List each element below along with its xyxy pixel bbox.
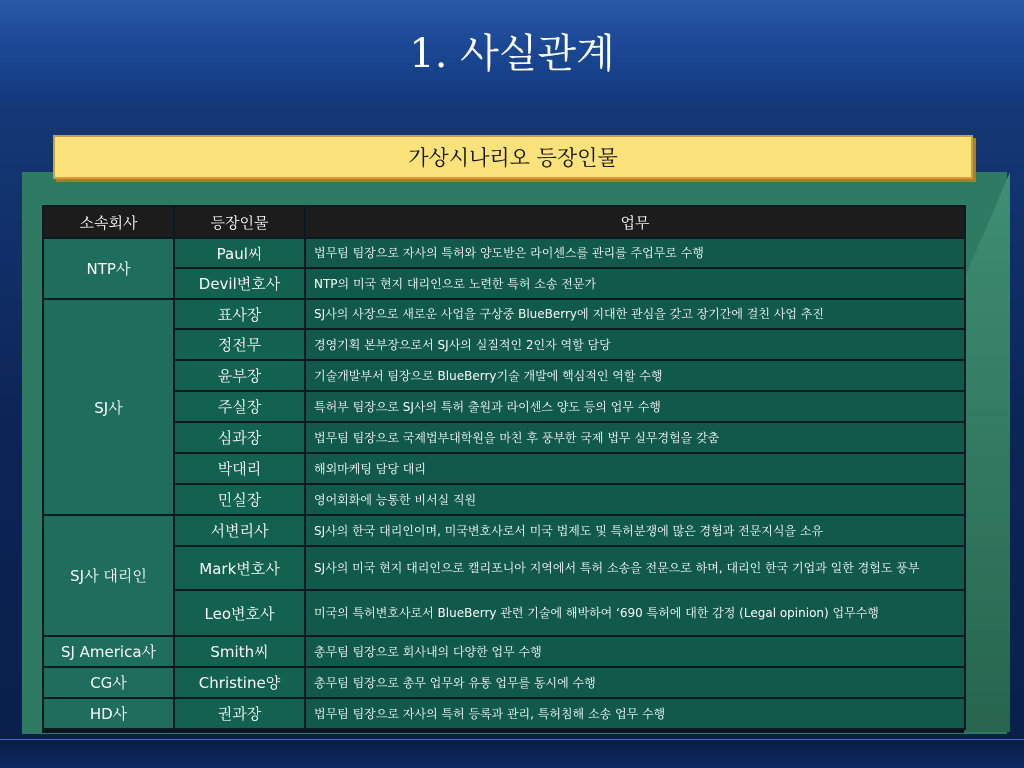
person-cell: 권과장 <box>174 698 305 729</box>
person-cell: 서변리사 <box>174 515 305 546</box>
duty-cell: SJ사의 미국 현지 대리인으로 캘리포니아 지역에서 특허 소송을 전문으로 하며, 대리인 한국 기업과 일한 경험도 풍부 <box>305 546 965 590</box>
duty-cell: 경영기획 본부장으로서 SJ사의 실질적인 2인자 역할 담당 <box>305 329 965 360</box>
company-cell: SJ사 대리인 <box>43 515 174 636</box>
company-cell: NTP사 <box>43 238 174 299</box>
person-cell: Paul씨 <box>174 238 305 268</box>
table-row <box>43 636 965 667</box>
table-row <box>43 422 965 453</box>
duty-cell: 기술개발부서 팀장으로 BlueBerry기술 개발에 핵심적인 역할 수행 <box>305 360 965 391</box>
person-cell: 윤부장 <box>174 360 305 391</box>
table-row <box>43 268 965 299</box>
duty-cell: 미국의 특허변호사로서 BlueBerry 관련 기술에 해박하여 ‘690 특허에 대한 감정 (Legal opinion) 업무수행 <box>305 590 965 636</box>
duty-cell: 총무팀 팀장으로 총무 업무와 유통 업무를 동시에 수행 <box>305 667 965 698</box>
person-cell: Mark변호사 <box>174 546 305 590</box>
person-cell: 심과장 <box>174 422 305 453</box>
duty-cell: 해외마케팅 담당 대리 <box>305 453 965 484</box>
table-row <box>43 391 965 422</box>
table-row <box>43 515 965 546</box>
company-cell: SJ America사 <box>43 636 174 667</box>
table-row <box>43 667 965 698</box>
duty-cell: 특허부 팀장으로 SJ사의 특허 출원과 라이센스 양도 등의 업무 수행 <box>305 391 965 422</box>
company-cell: SJ사 <box>43 299 174 515</box>
header-duty: 업무 <box>305 206 965 238</box>
characters-table <box>42 205 966 730</box>
company-cell: HD사 <box>43 698 174 729</box>
header-company: 소속회사 <box>43 206 174 238</box>
person-cell: 민실장 <box>174 484 305 515</box>
person-cell: 정전무 <box>174 329 305 360</box>
person-cell: Leo변호사 <box>174 590 305 636</box>
table-row <box>43 546 965 590</box>
person-cell: 주실장 <box>174 391 305 422</box>
header-person: 등장인물 <box>174 206 305 238</box>
duty-cell: 법무팀 팀장으로 자사의 특허와 양도받은 라이센스를 관리를 주업무로 수행 <box>305 238 965 268</box>
table-row <box>43 238 965 268</box>
duty-cell: NTP의 미국 현지 대리인으로 노련한 특허 소송 전문가 <box>305 268 965 299</box>
duty-cell: 법무팀 팀장으로 자사의 특허 등록과 관리, 특허침해 소송 업무 수행 <box>305 698 965 729</box>
duty-cell: SJ사의 한국 대리인이며, 미국변호사로서 미국 법제도 및 특허분쟁에 많은 경험과 전문지식을 소유 <box>305 515 965 546</box>
slide-title: 1. 사실관계 <box>409 31 615 77</box>
duty-cell: 영어회화에 능통한 비서실 직원 <box>305 484 965 515</box>
person-cell: Christine양 <box>174 667 305 698</box>
person-cell: 표사장 <box>174 299 305 329</box>
footer-band <box>0 739 1024 768</box>
table-header-row <box>43 206 965 238</box>
table-row <box>43 299 965 329</box>
table-row <box>43 698 965 729</box>
company-cell: CG사 <box>43 667 174 698</box>
table-row <box>43 329 965 360</box>
duty-cell: 법무팀 팀장으로 국제법부대학원을 마친 후 풍부한 국제 법무 실무경험을 갖춤 <box>305 422 965 453</box>
table-row <box>43 590 965 636</box>
table-row <box>43 453 965 484</box>
duty-cell: 총무팀 팀장으로 회사내의 다양한 업무 수행 <box>305 636 965 667</box>
person-cell: Smith씨 <box>174 636 305 667</box>
person-cell: 박대리 <box>174 453 305 484</box>
subtitle-text: 가상시나리오 등장인물 <box>408 146 618 170</box>
duty-cell: SJ사의 사장으로 새로운 사업을 구상중 BlueBerry에 지대한 관심을 갖고 장기간에 걸친 사업 추진 <box>305 299 965 329</box>
table-row <box>43 484 965 515</box>
table-row <box>43 360 965 391</box>
table-container <box>42 205 964 733</box>
person-cell: Devil변호사 <box>174 268 305 299</box>
subtitle-banner <box>53 135 973 179</box>
